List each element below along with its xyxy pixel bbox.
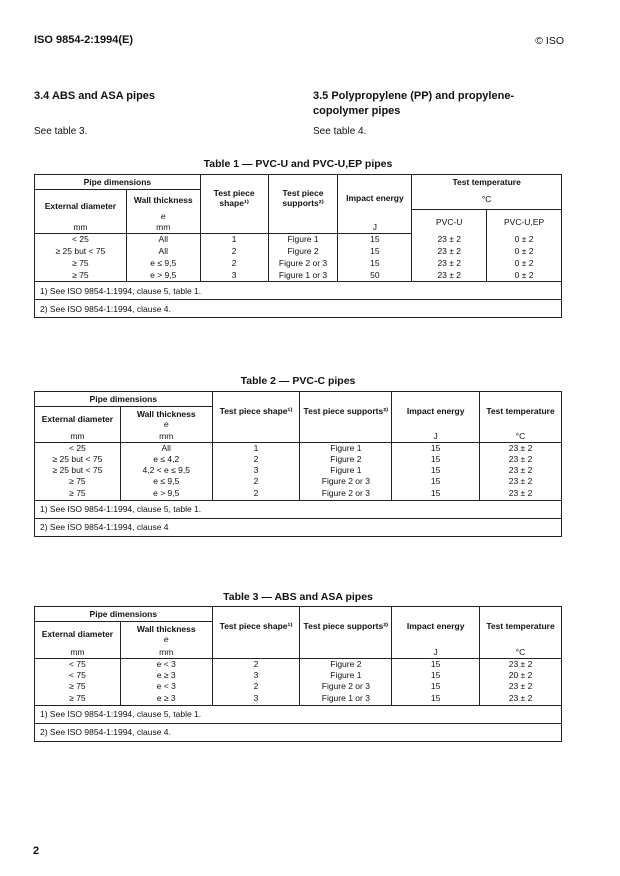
- table-cell: ≥ 75: [35, 487, 121, 500]
- test-piece-supports-header: Test piece supports²⁾: [300, 392, 392, 431]
- table-cell: e < 3: [120, 681, 212, 692]
- table-cell: All: [126, 234, 200, 246]
- unit-mm: mm: [120, 646, 212, 659]
- table-cell: 20 ± 2: [480, 670, 562, 681]
- table-cell: 0 ± 2: [487, 258, 562, 270]
- table-cell: 23 ± 2: [480, 692, 562, 705]
- table-cell: 15: [392, 487, 480, 500]
- table-cell: Figure 2 or 3: [268, 258, 338, 270]
- table-3: [34, 606, 562, 742]
- table-cell: 50: [338, 270, 412, 282]
- table-cell: ≥ 25 but < 75: [35, 246, 127, 258]
- unit-c: °C: [480, 646, 562, 659]
- table-cell: 23 ± 2: [480, 454, 562, 465]
- table-cell: 23 ± 2: [412, 270, 487, 282]
- table-cell: < 25: [35, 234, 127, 246]
- table-cell: 2: [212, 454, 300, 465]
- impact-energy-header: Impact energy: [392, 392, 480, 431]
- table-cell: Figure 1 or 3: [268, 270, 338, 282]
- table-3-footnote-1: 1) See ISO 9854-1:1994, clause 5, table 1.: [35, 705, 562, 723]
- unit-j: J: [392, 431, 480, 443]
- table-cell: 15: [392, 454, 480, 465]
- table-cell: Figure 2: [300, 659, 392, 671]
- section-3-5-text: See table 4.: [313, 126, 367, 137]
- unit-mm: mm: [35, 222, 127, 234]
- table-cell: 15: [392, 670, 480, 681]
- table-cell: 0 ± 2: [487, 270, 562, 282]
- table-cell: e ≥ 3: [120, 670, 212, 681]
- test-temperature-header: Test temperature: [480, 607, 562, 646]
- table-cell: ≥ 75: [35, 476, 121, 487]
- table-cell: ≥ 75: [35, 258, 127, 270]
- table-cell: 23 ± 2: [412, 246, 487, 258]
- table-cell: e < 3: [120, 659, 212, 671]
- test-piece-shape-header: Test piece shape¹⁾: [212, 392, 300, 431]
- wall-thickness-label: Wall thickness: [136, 408, 196, 419]
- table-cell: Figure 2: [268, 246, 338, 258]
- table-cell: e ≤ 9,5: [120, 476, 212, 487]
- table-cell: e > 9,5: [120, 487, 212, 500]
- table-1-footnote-1: 1) See ISO 9854-1:1994, clause 5, table 1.: [35, 282, 562, 300]
- table-cell: 15: [392, 443, 480, 455]
- table-cell: e ≥ 3: [120, 692, 212, 705]
- document-id: ISO 9854-2:1994(E): [34, 34, 134, 46]
- table-1: [34, 174, 562, 318]
- unit-j: J: [338, 222, 412, 234]
- table-cell: 23 ± 2: [412, 234, 487, 246]
- pipe-dimensions-header: Pipe dimensions: [35, 392, 213, 407]
- test-piece-supports-header: Test piece supports²⁾: [300, 607, 392, 646]
- unit-mm: mm: [35, 646, 121, 659]
- table-cell: 15: [392, 681, 480, 692]
- unit-j: J: [392, 646, 480, 659]
- table-cell: ≥ 25 but < 75: [35, 454, 121, 465]
- table-cell: Figure 2 or 3: [300, 476, 392, 487]
- table-cell: 1: [200, 234, 268, 246]
- table-cell: 23 ± 2: [480, 465, 562, 476]
- table-cell: < 25: [35, 443, 121, 455]
- table-cell: 2: [200, 258, 268, 270]
- table-3-caption: Table 3 — ABS and ASA pipes: [223, 591, 373, 603]
- table-cell: 15: [392, 476, 480, 487]
- table-cell: All: [126, 246, 200, 258]
- impact-energy-header: Impact energy: [392, 607, 480, 646]
- table-cell: < 75: [35, 670, 121, 681]
- table-cell: 3: [212, 670, 300, 681]
- pipe-dimensions-header: Pipe dimensions: [35, 607, 213, 622]
- unit-mm: mm: [126, 222, 200, 234]
- wall-e-symbol: e: [126, 210, 200, 222]
- table-cell: 15: [338, 246, 412, 258]
- unit-mm: mm: [35, 431, 121, 443]
- table-cell: 3: [200, 270, 268, 282]
- table-cell: 15: [338, 234, 412, 246]
- page-number: 2: [33, 845, 40, 857]
- section-3-4-title: 3.4 ABS and ASA pipes: [34, 90, 156, 102]
- table-cell: ≥ 75: [35, 681, 121, 692]
- table-cell: 23 ± 2: [480, 476, 562, 487]
- table-cell: 2: [212, 681, 300, 692]
- table-cell: 2: [212, 487, 300, 500]
- external-diameter-header: External diameter: [35, 407, 121, 431]
- table-cell: 23 ± 2: [480, 443, 562, 455]
- table-cell: 2: [200, 246, 268, 258]
- table-cell: 15: [392, 465, 480, 476]
- table-2: [34, 391, 562, 537]
- table-2-caption: Table 2 — PVC-C pipes: [240, 375, 356, 387]
- pipe-dimensions-header: Pipe dimensions: [35, 175, 201, 190]
- test-piece-shape-header: Test piece shape¹⁾: [200, 175, 268, 222]
- test-piece-supports-header: Test piece supports²⁾: [268, 175, 338, 222]
- table-1-footnote-2: 2) See ISO 9854-1:1994, clause 4.: [35, 300, 562, 318]
- table-2-footnote-1: 1) See ISO 9854-1:1994, clause 5, table 1.: [35, 500, 562, 518]
- wall-thickness-header: [120, 407, 212, 431]
- table-cell: Figure 2 or 3: [300, 681, 392, 692]
- table-cell: ≥ 25 but < 75: [35, 465, 121, 476]
- wall-e-symbol: e: [163, 633, 169, 644]
- table-cell: Figure 1: [300, 443, 392, 455]
- table-cell: Figure 2: [300, 454, 392, 465]
- wall-e-symbol: e: [163, 418, 169, 429]
- wall-thickness-header: [120, 622, 212, 646]
- section-3-4-text: See table 3.: [34, 126, 88, 137]
- table-cell: All: [120, 443, 212, 455]
- table-cell: 15: [338, 258, 412, 270]
- impact-energy-header: Impact energy: [338, 175, 412, 222]
- test-piece-shape-header: Test piece shape¹⁾: [212, 607, 300, 646]
- section-3-5-title: 3.5 Polypropylene (PP) and propylene-copolymer pipes: [313, 90, 515, 117]
- table-cell: 15: [392, 692, 480, 705]
- table-cell: Figure 1: [300, 465, 392, 476]
- table-cell: 23 ± 2: [480, 681, 562, 692]
- table-cell: e ≤ 4,2: [120, 454, 212, 465]
- table-cell: 2: [212, 476, 300, 487]
- table-cell: Figure 1: [268, 234, 338, 246]
- table-cell: ≥ 75: [35, 270, 127, 282]
- table-cell: 3: [212, 692, 300, 705]
- wall-thickness-header: Wall thickness: [126, 190, 200, 210]
- table-cell: e > 9,5: [126, 270, 200, 282]
- pvcuep-header: PVC-U,EP: [487, 210, 562, 234]
- table-cell: Figure 2 or 3: [300, 487, 392, 500]
- table-cell: 23 ± 2: [480, 659, 562, 671]
- table-cell: 0 ± 2: [487, 234, 562, 246]
- table-cell: 15: [392, 659, 480, 671]
- table-cell: < 75: [35, 659, 121, 671]
- table-cell: e ≤ 9,5: [126, 258, 200, 270]
- temp-unit: °C: [412, 190, 562, 210]
- table-cell: 2: [212, 659, 300, 671]
- table-cell: Figure 1 or 3: [300, 692, 392, 705]
- table-3-footnote-2: 2) See ISO 9854-1:1994, clause 4.: [35, 723, 562, 741]
- table-1-caption: Table 1 — PVC-U and PVC-U,EP pipes: [203, 158, 393, 170]
- external-diameter-header: External diameter: [35, 190, 127, 222]
- pvcu-header: PVC-U: [412, 210, 487, 234]
- table-cell: 0 ± 2: [487, 246, 562, 258]
- wall-thickness-label: Wall thickness: [136, 623, 196, 634]
- table-cell: 3: [212, 465, 300, 476]
- external-diameter-header: External diameter: [35, 622, 121, 646]
- test-temperature-header: Test temperature: [480, 392, 562, 431]
- test-temperature-header: Test temperature: [412, 175, 562, 190]
- unit-mm: mm: [120, 431, 212, 443]
- table-cell: 23 ± 2: [480, 487, 562, 500]
- table-cell: 1: [212, 443, 300, 455]
- table-cell: ≥ 75: [35, 692, 121, 705]
- table-cell: 23 ± 2: [412, 258, 487, 270]
- unit-c: °C: [480, 431, 562, 443]
- table-2-footnote-2: 2) See ISO 9854-1:1994, clause 4: [35, 518, 562, 536]
- copyright: © ISO: [535, 35, 564, 47]
- table-cell: 4,2 < e ≤ 9,5: [120, 465, 212, 476]
- table-cell: Figure 1: [300, 670, 392, 681]
